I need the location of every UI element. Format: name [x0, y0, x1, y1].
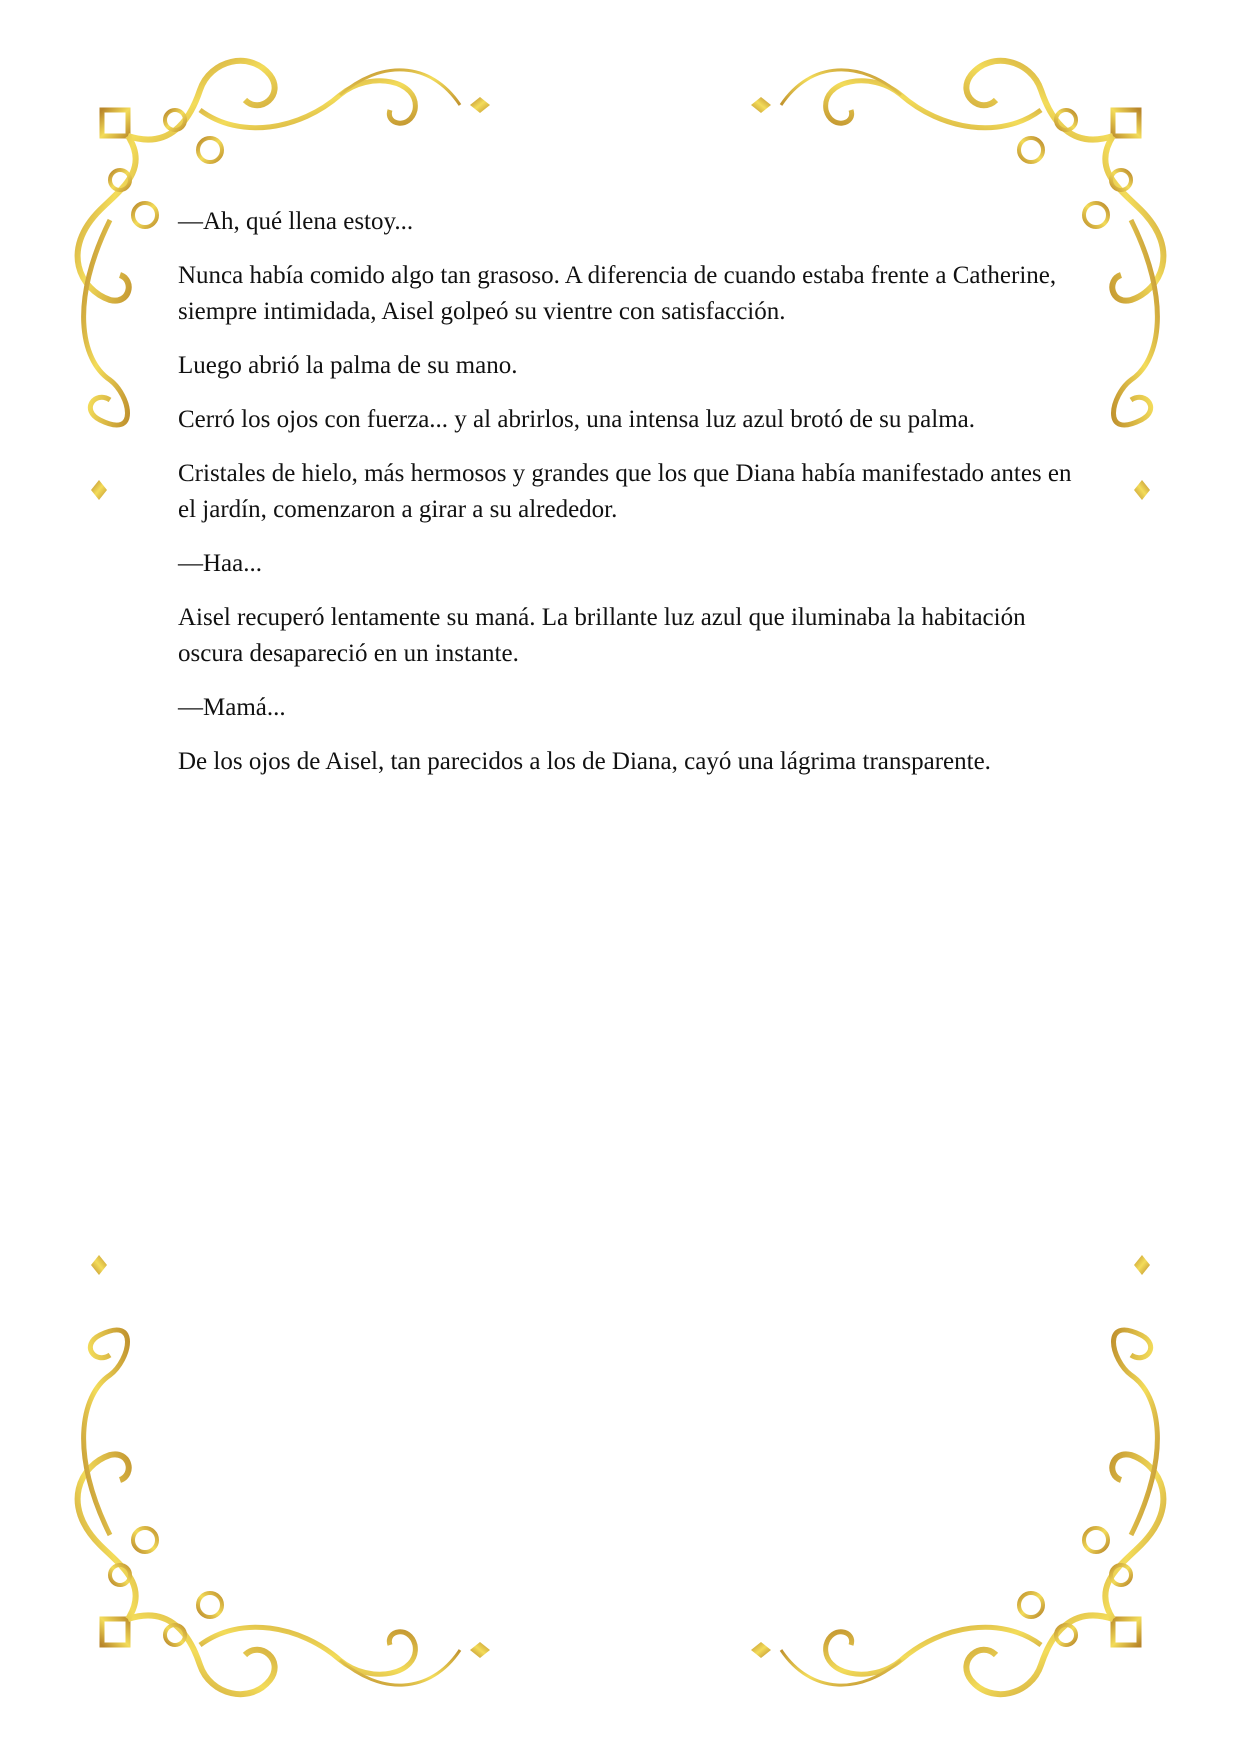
paragraph: Nunca había comido algo tan grasoso. A diferencia de cuando estaba frente a Catherine, siempre intimidada, Aisel golpeó su vientre con satisfacción. [178, 262, 1057, 325]
paragraph: Cerró los ojos con fuerza... y al abrirlos, una intensa luz azul brotó de su palma. [178, 406, 975, 433]
paragraph: —Mamá... [178, 694, 286, 721]
paragraph: Cristales de hielo, más hermosos y grandes que los que Diana había manifestado antes en el jardín, comenzaron a girar a su alrededor. [178, 460, 1072, 523]
paragraph: De los ojos de Aisel, tan parecidos a los de Diana, cayó una lágrima transparente. [178, 748, 991, 775]
paragraph: Luego abrió la palma de su mano. [178, 352, 518, 379]
corner-ornament-bottom-right [751, 1255, 1163, 1694]
paragraph: —Ah, qué llena estoy... [178, 208, 414, 235]
paragraph: Aisel recuperó lentamente su maná. La brillante luz azul que iluminaba la habitación oscura desapareció en un instante. [178, 604, 1026, 667]
paragraph: —Haa... [178, 550, 262, 577]
story-text [178, 204, 1078, 798]
corner-ornament-bottom-left [78, 1255, 490, 1694]
